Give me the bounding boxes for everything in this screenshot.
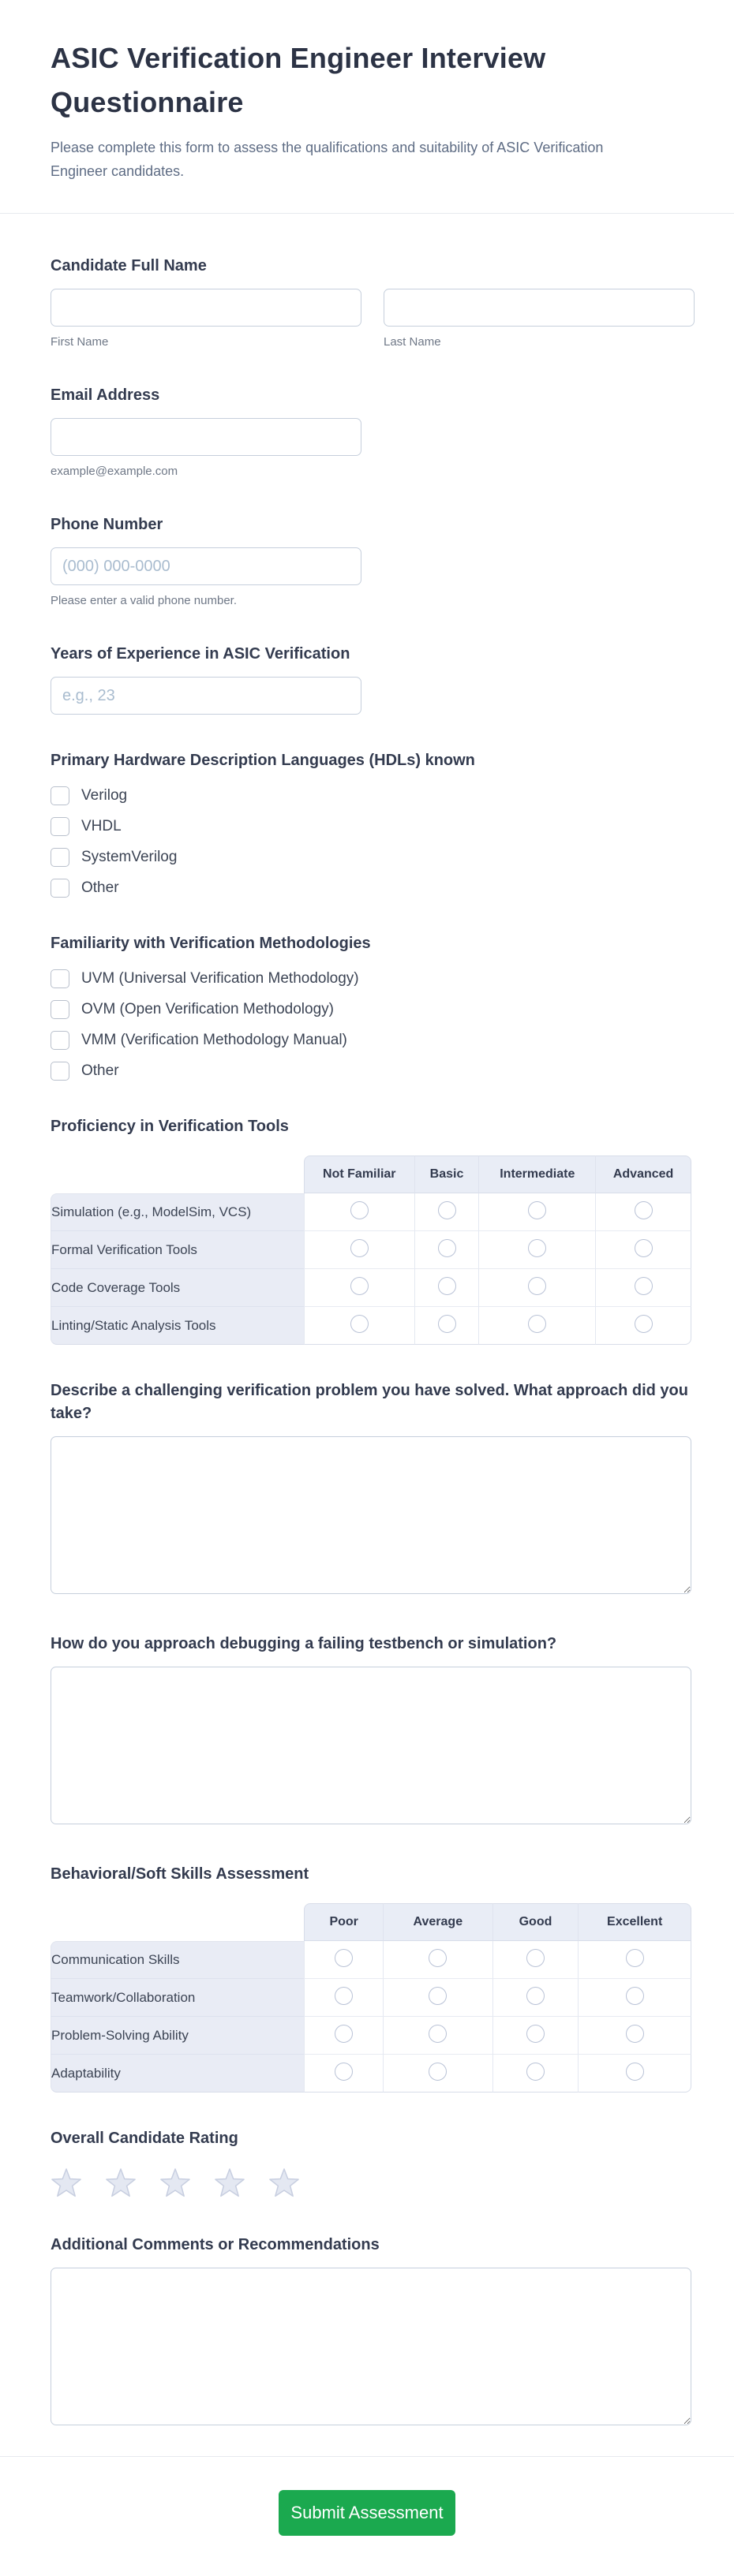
- matrix-radio[interactable]: [635, 1239, 653, 1257]
- checkbox-option-methodology-other[interactable]: [51, 1062, 691, 1081]
- matrix-row-label: Teamwork/Collaboration: [51, 1979, 304, 2017]
- comments-label: Additional Comments or Recommendations: [51, 2236, 380, 2253]
- matrix-row-label: Code Coverage Tools: [51, 1269, 304, 1307]
- soft-skills-matrix-label: Behavioral/Soft Skills Assessment: [51, 1865, 309, 1883]
- last-name-sublabel: Last Name: [384, 335, 441, 349]
- matrix-column-header: Basic: [414, 1155, 479, 1193]
- matrix-radio[interactable]: [528, 1201, 546, 1219]
- matrix-radio[interactable]: [528, 1239, 546, 1257]
- matrix-radio[interactable]: [626, 2063, 644, 2081]
- question-experience-years: [51, 643, 691, 715]
- question-phone: [51, 513, 691, 608]
- matrix-radio[interactable]: [626, 2025, 644, 2043]
- checkbox-icon[interactable]: [51, 879, 69, 898]
- checkbox-icon[interactable]: [51, 1000, 69, 1019]
- challenge-textarea[interactable]: [51, 1436, 691, 1594]
- phone-input[interactable]: [51, 547, 361, 585]
- question-methodologies: [51, 932, 691, 1081]
- matrix-radio[interactable]: [335, 1949, 353, 1967]
- comments-textarea[interactable]: [51, 2268, 691, 2425]
- matrix-column-header: Good: [492, 1903, 579, 1941]
- checkbox-option-vmm[interactable]: [51, 1031, 691, 1050]
- matrix-radio[interactable]: [526, 1987, 545, 2005]
- question-challenge: [51, 1379, 691, 1598]
- submit-button[interactable]: Submit Assessment: [279, 2490, 455, 2536]
- checkbox-label: VMM (Verification Methodology Manual): [81, 1032, 347, 1048]
- matrix-radio[interactable]: [335, 2063, 353, 2081]
- matrix-radio[interactable]: [635, 1201, 653, 1219]
- matrix-header-row: [51, 1903, 691, 1941]
- matrix-radio[interactable]: [350, 1315, 369, 1333]
- full-name-label: Candidate Full Name: [51, 257, 207, 274]
- checkbox-icon[interactable]: [51, 1031, 69, 1050]
- matrix-radio[interactable]: [626, 1987, 644, 2005]
- checkbox-icon[interactable]: [51, 786, 69, 805]
- matrix-radio[interactable]: [429, 1987, 447, 2005]
- checkbox-option-hdl-other[interactable]: [51, 879, 691, 898]
- experience-years-input[interactable]: [51, 677, 361, 715]
- tools-matrix-label: Proficiency in Verification Tools: [51, 1118, 289, 1135]
- question-soft-skills-matrix: [51, 1863, 691, 2093]
- checkbox-option-uvm[interactable]: [51, 969, 691, 988]
- first-name-input[interactable]: [51, 289, 361, 327]
- matrix-row: [51, 1307, 691, 1345]
- matrix-radio[interactable]: [350, 1201, 369, 1219]
- star-icon[interactable]: [159, 2167, 191, 2199]
- question-tools-matrix: [51, 1115, 691, 1345]
- matrix-corner-cell: [51, 1155, 304, 1193]
- matrix-row: [51, 1979, 691, 2017]
- matrix-radio[interactable]: [438, 1315, 456, 1333]
- matrix-row: [51, 1193, 691, 1231]
- challenge-label: Describe a challenging verification problem you have solved. What approach did you take?: [51, 1382, 688, 1422]
- matrix-row-label: Formal Verification Tools: [51, 1231, 304, 1269]
- submit-section: [0, 2456, 734, 2576]
- checkbox-label: UVM (Universal Verification Methodology): [81, 970, 359, 987]
- matrix-radio[interactable]: [335, 2025, 353, 2043]
- matrix-radio[interactable]: [526, 2063, 545, 2081]
- matrix-radio[interactable]: [528, 1315, 546, 1333]
- matrix-column-header: Intermediate: [478, 1155, 595, 1193]
- matrix-row: [51, 2017, 691, 2055]
- form-header: [0, 0, 734, 213]
- matrix-column-header: Average: [383, 1903, 492, 1941]
- star-rating: [51, 2167, 691, 2199]
- debugging-textarea[interactable]: [51, 1667, 691, 1824]
- question-rating: [51, 2127, 691, 2199]
- form-body: [0, 214, 734, 2429]
- matrix-radio[interactable]: [626, 1949, 644, 1967]
- matrix-radio[interactable]: [438, 1239, 456, 1257]
- debugging-label: How do you approach debugging a failing testbench or simulation?: [51, 1635, 557, 1652]
- email-sublabel: example@example.com: [51, 465, 178, 478]
- matrix-row-label: Simulation (e.g., ModelSim, VCS): [51, 1193, 304, 1231]
- form-subtitle: Please complete this form to assess the qualifications and suitability of ASIC Verification Engineer candidates.: [51, 140, 604, 179]
- matrix-radio[interactable]: [438, 1201, 456, 1219]
- matrix-radio[interactable]: [635, 1277, 653, 1295]
- matrix-row: [51, 1231, 691, 1269]
- methodologies-label: Familiarity with Verification Methodologies: [51, 935, 371, 952]
- email-label: Email Address: [51, 386, 160, 404]
- checkbox-icon[interactable]: [51, 1062, 69, 1081]
- phone-label: Phone Number: [51, 516, 163, 533]
- hdl-label: Primary Hardware Description Languages (HDLs) known: [51, 752, 475, 769]
- matrix-radio[interactable]: [350, 1239, 369, 1257]
- checkbox-option-verilog[interactable]: [51, 786, 691, 805]
- question-email: [51, 384, 691, 479]
- matrix-row: [51, 1941, 691, 1979]
- matrix-row: [51, 2055, 691, 2093]
- matrix-radio[interactable]: [438, 1277, 456, 1295]
- matrix-radio[interactable]: [528, 1277, 546, 1295]
- question-hdl: [51, 749, 691, 898]
- tools-matrix-table: [51, 1155, 691, 1345]
- matrix-column-header: Not Familiar: [304, 1155, 414, 1193]
- checkbox-icon[interactable]: [51, 969, 69, 988]
- checkbox-option-systemverilog[interactable]: [51, 848, 691, 867]
- question-full-name: [51, 255, 691, 349]
- matrix-radio[interactable]: [429, 2063, 447, 2081]
- checkbox-label: SystemVerilog: [81, 849, 178, 865]
- question-debugging: [51, 1633, 691, 1828]
- checkbox-option-ovm[interactable]: [51, 1000, 691, 1019]
- matrix-radio[interactable]: [335, 1987, 353, 2005]
- matrix-column-header: Advanced: [595, 1155, 691, 1193]
- matrix-radio[interactable]: [526, 1949, 545, 1967]
- question-comments: [51, 2234, 691, 2429]
- matrix-row-label: Adaptability: [51, 2055, 304, 2093]
- matrix-column-header: Excellent: [578, 1903, 691, 1941]
- checkbox-label: OVM (Open Verification Methodology): [81, 1001, 334, 1017]
- email-field[interactable]: [51, 418, 361, 456]
- matrix-row-label: Problem-Solving Ability: [51, 2017, 304, 2055]
- checkbox-label: Other: [81, 1062, 119, 1079]
- checkbox-icon[interactable]: [51, 817, 69, 836]
- rating-label: Overall Candidate Rating: [51, 2130, 238, 2147]
- first-name-sublabel: First Name: [51, 335, 109, 349]
- matrix-radio[interactable]: [429, 1949, 447, 1967]
- matrix-radio[interactable]: [635, 1315, 653, 1333]
- matrix-radio[interactable]: [526, 2025, 545, 2043]
- star-icon[interactable]: [51, 2167, 82, 2199]
- matrix-column-header: Poor: [304, 1903, 383, 1941]
- matrix-row-label: Communication Skills: [51, 1941, 304, 1979]
- star-icon[interactable]: [214, 2167, 245, 2199]
- matrix-row: [51, 1269, 691, 1307]
- soft-skills-matrix-table: [51, 1903, 691, 2093]
- matrix-row-label: Linting/Static Analysis Tools: [51, 1307, 304, 1345]
- matrix-corner-cell: [51, 1903, 304, 1941]
- matrix-radio[interactable]: [429, 2025, 447, 2043]
- checkbox-label: VHDL: [81, 818, 122, 834]
- experience-years-label: Years of Experience in ASIC Verification: [51, 645, 350, 663]
- checkbox-label: Verilog: [81, 787, 128, 804]
- form-title: ASIC Verification Engineer Interview Questionnaire: [51, 42, 546, 118]
- checkbox-icon[interactable]: [51, 848, 69, 867]
- matrix-header-row: [51, 1155, 691, 1193]
- star-icon[interactable]: [268, 2167, 300, 2199]
- checkbox-label: Other: [81, 879, 119, 896]
- star-icon[interactable]: [105, 2167, 137, 2199]
- checkbox-option-vhdl[interactable]: [51, 817, 691, 836]
- phone-helper-text: Please enter a valid phone number.: [51, 594, 237, 607]
- matrix-radio[interactable]: [350, 1277, 369, 1295]
- last-name-input[interactable]: [384, 289, 695, 327]
